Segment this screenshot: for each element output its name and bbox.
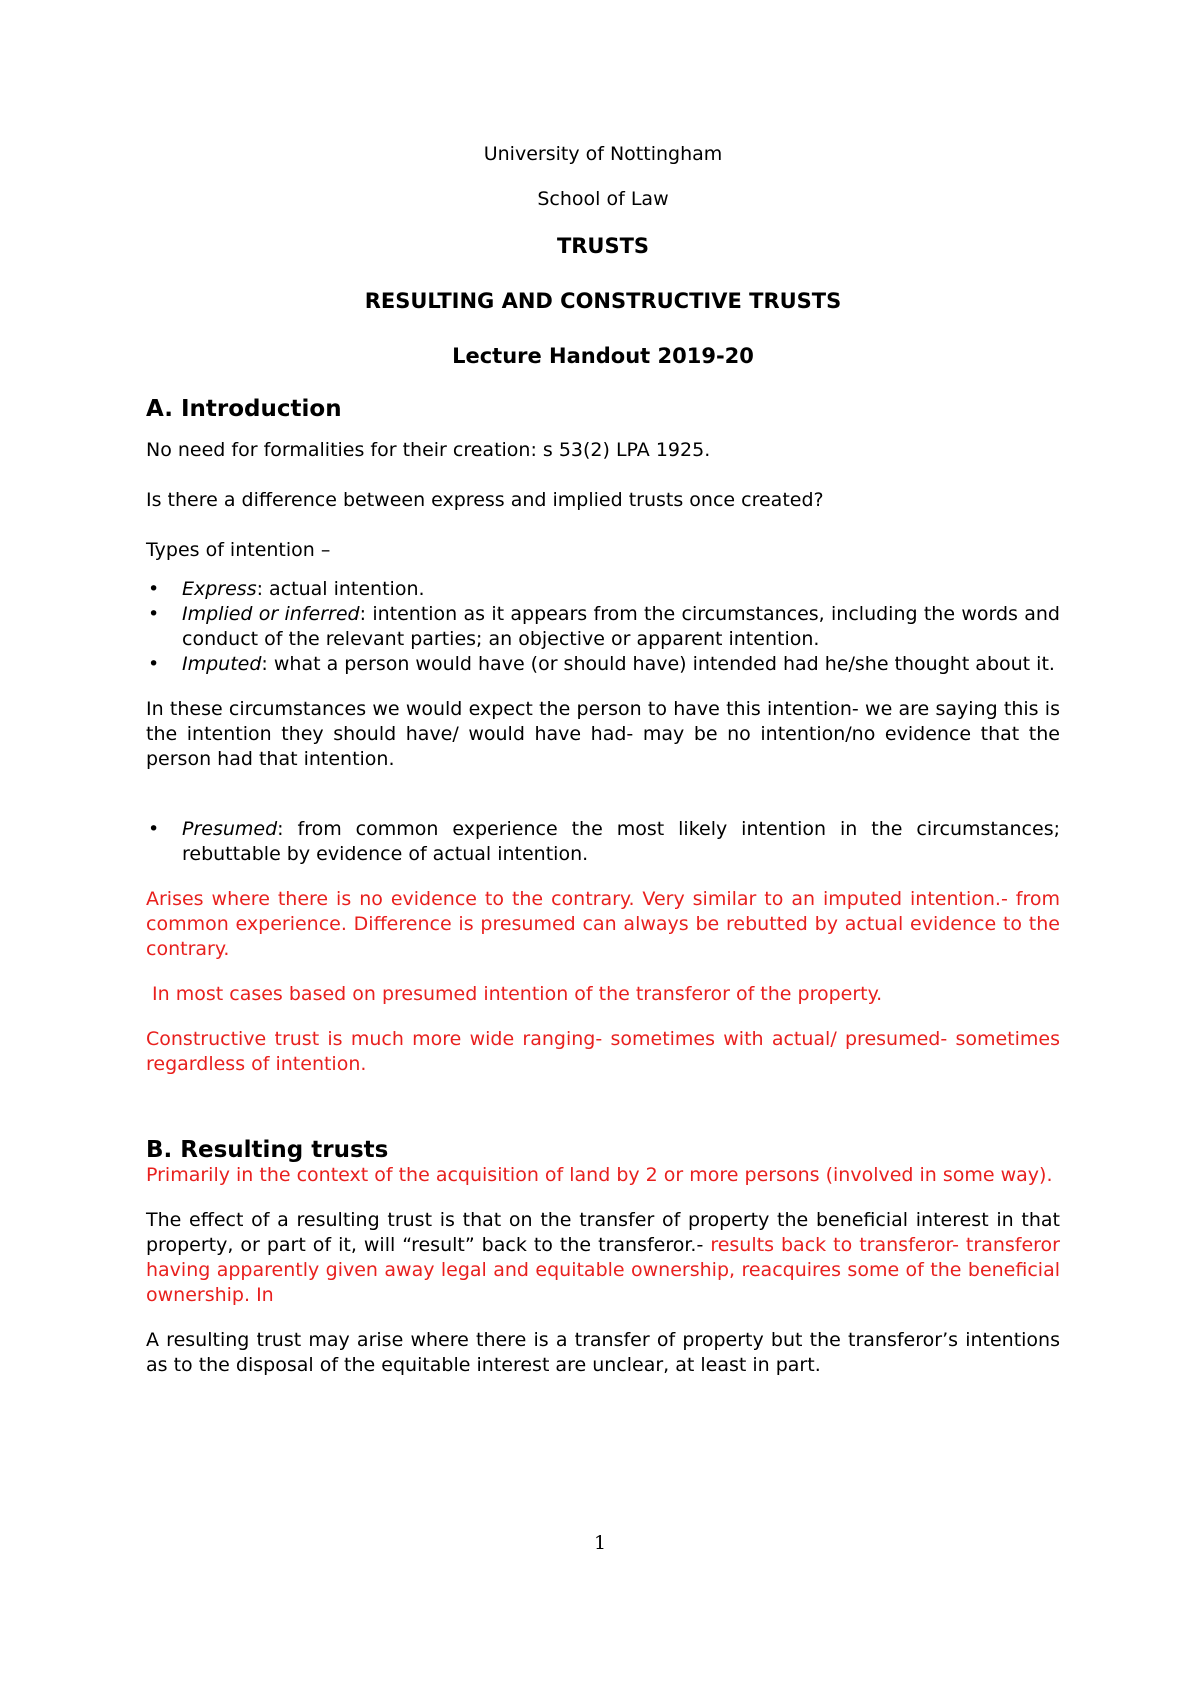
list-item xyxy=(146,817,1060,867)
intention-term: Imputed xyxy=(182,653,262,675)
list-item xyxy=(146,652,1060,677)
section-a-red-note-3: Constructive trust is much more wide ranging- sometimes with actual/ presumed- sometimes regardless of intention. xyxy=(146,1028,1060,1075)
section-b-paragraph-1-text: The effect of a resulting trust is that on the transfer of property the beneficial interest in that property, or part of it, will “result” back to the transferor.- xyxy=(146,1209,1060,1256)
presumed-intention-list xyxy=(146,817,1060,867)
section-b-paragraph-1 xyxy=(146,1208,1060,1308)
section-a-paragraph-2: Is there a difference between express and implied trusts once created? xyxy=(146,489,824,511)
section-b-red-note-1: Primarily in the context of the acquisition of land by 2 or more persons (involved in some way). xyxy=(146,1164,1053,1186)
intention-types-list xyxy=(146,577,1060,677)
bullet-icon: • xyxy=(148,578,160,600)
page-content xyxy=(146,142,1060,1378)
section-a-heading: A. Introduction xyxy=(146,396,342,422)
bullet-icon: • xyxy=(148,603,160,625)
intention-description: : from common experience the most likely intention in the circumstances; rebuttable by evidence of actual intention. xyxy=(182,818,1060,865)
intention-description: : intention as it appears from the circumstances, including the words and conduct of the relevant parties; an objective or apparent intention. xyxy=(182,603,1060,650)
page-number: 1 xyxy=(593,1532,607,1554)
section-b-paragraph-2: A resulting trust may arise where there is a transfer of property but the transferor’s intentions as to the disposal of the equitable interest are unclear, at least in part. xyxy=(146,1329,1060,1376)
section-a-red-note-2: In most cases based on presumed intention of the transferor of the property. xyxy=(146,983,883,1005)
subject-title: TRUSTS xyxy=(556,234,650,258)
section-a-red-note-1: Arises where there is no evidence to the contrary. Very similar to an imputed intention.- from common experience. Difference is presumed can always be rebutted by actual evidence to the contrary. xyxy=(146,888,1060,960)
section-a-paragraph-3: Types of intention – xyxy=(146,539,331,561)
intention-term: Implied or inferred xyxy=(182,603,360,625)
school-name: School of Law xyxy=(537,188,669,210)
bullet-icon: • xyxy=(148,818,160,840)
intention-description: : actual intention. xyxy=(256,578,425,600)
section-b-paragraph-1-red-note: results back to transferor- transferor having apparently given away legal and equitable ownership, reacquires some of the beneficial ownership. In xyxy=(146,1234,1060,1306)
bullet-icon: • xyxy=(148,653,160,675)
intention-description: : what a person would have (or should have) intended had he/she thought about it. xyxy=(261,653,1055,675)
list-item xyxy=(146,577,1060,602)
topic-title: RESULTING AND CONSTRUCTIVE TRUSTS xyxy=(364,289,842,313)
intention-term: Presumed xyxy=(182,818,278,840)
intention-term: Express xyxy=(182,578,257,600)
section-b-heading: B. Resulting trusts xyxy=(146,1137,389,1163)
handout-title: Lecture Handout 2019-20 xyxy=(452,344,754,368)
section-a-paragraph-4: In these circumstances we would expect the person to have this intention- we are saying this is the intention they should have/ would have had- may be no intention/no evidence that the person had that intention. xyxy=(146,698,1060,770)
list-item xyxy=(146,602,1060,652)
university-name: University of Nottingham xyxy=(483,143,723,165)
section-a-paragraph-1: No need for formalities for their creation: s 53(2) LPA 1925. xyxy=(146,439,711,461)
